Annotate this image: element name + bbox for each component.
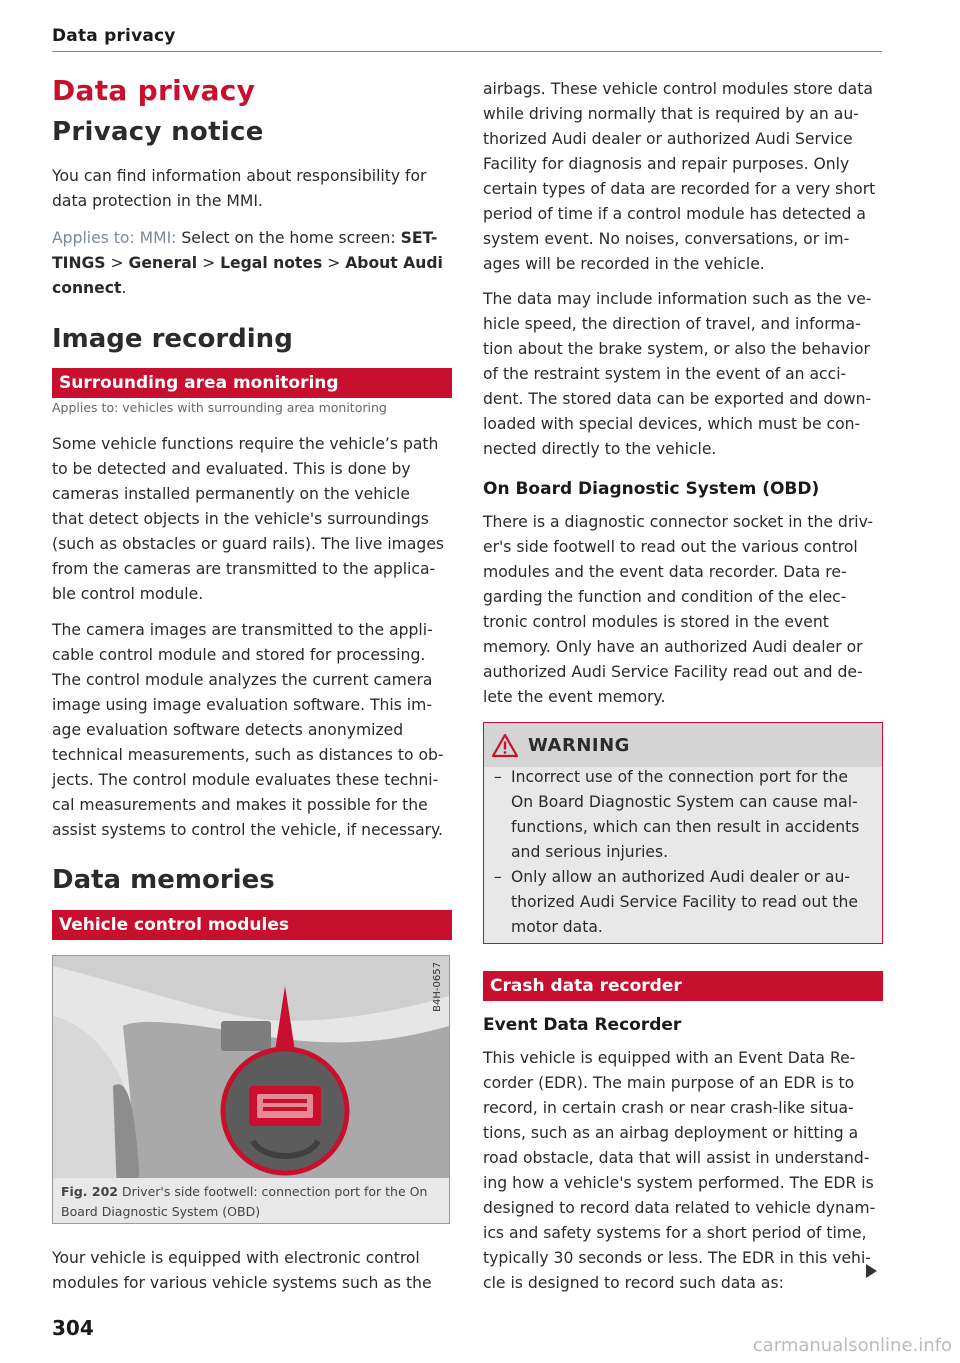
right-paragraph-3: There is a diagnostic connector socket in the driv- er's side footwell to read out the various control modules and the event data recorder. Data re- garding the function and condition of the elec- tronic control modules is stored in the event memory. Only have an authorized Audi dealer or authorized Audi Service Facility read out and de- lete the event memory. [483,513,874,706]
figure-id: B4H-0657 [432,962,443,1012]
heading-event-data-recorder: Event Data Recorder [483,1015,682,1035]
bar-surrounding-area-monitoring: Surrounding area monitoring [52,368,452,398]
heading-image-recording: Image recording [52,324,293,354]
right-paragraph-4: This vehicle is equipped with an Event Data Re- corder (EDR). The main purpose of an EDR is to record, in certain crash or near crash-like situa- tions, such as an airbag deployment or hitting a road obstacle, data that will assist in understand- ing how a vehicle's system performed. The EDR is designed to record data related to vehicle dynam- ics and safety systems for a short period of time, typically 30 seconds or less. The EDR in this vehi- cle is designed to record such data as: [483,1049,876,1292]
header-rule [52,51,882,52]
heading-obd: On Board Diagnostic System (OBD) [483,479,820,499]
warning-box [483,722,883,944]
warning-item-2: – Only allow an authorized Audi dealer or au- thorized Audi Service Facility to read out the motor data. [494,868,858,936]
applies-to-mmi: Applies to: MMI: Select on the home screen: SET- TINGS > General > Legal notes > About Audi connect. [52,229,443,297]
applies-label: Applies to: MMI: [52,229,177,247]
warning-title: WARNING [528,734,630,756]
caption-box [52,1178,450,1224]
bar-crash-data-recorder: Crash data recorder [483,971,883,1001]
running-header: Data privacy [52,26,176,46]
applies-to-surround: Applies to: vehicles with surrounding area monitoring [52,400,387,415]
warning-header [484,723,882,767]
watermark: carmanualsonline.info [752,1335,952,1356]
surround-paragraph-1: Some vehicle functions require the vehicle’s path to be detected and evaluated. This is done by cameras installed permanently on the vehicle that detect objects in the vehicle's surroundings (such as obstacles or guard rails). The live images from the cameras are transmitted to the applica- ble control module. [52,435,445,603]
figure-caption: Fig. 202 Driver's side footwell: connection port for the On Board Diagnostic System (OBD) [61,1184,428,1219]
bar-vehicle-control-modules: Vehicle control modules [52,910,452,940]
warning-item-1: – Incorrect use of the connection port for the On Board Diagnostic System can cause mal- functions, which can then result in accidents and serious injuries. [494,768,860,861]
page-number: 304 [52,1316,94,1340]
heading-data-memories: Data memories [52,865,275,895]
right-paragraph-2: The data may include information such as the ve- hicle speed, the direction of travel, and informa- tion about the brake system, or also the behavior of the restraint system in the event of an acci- dent. The stored data can be exported and down- loaded with special devices, which must be con- nected directly to the vehicle. [483,290,872,458]
privacy-paragraph: You can find information about responsibility for data protection in the MMI. [52,167,427,210]
warning-triangle-icon [492,734,518,757]
bottom-paragraph: Your vehicle is equipped with electronic control modules for various vehicle systems such as the [52,1249,432,1292]
section-title-data-privacy: Data privacy [52,74,256,107]
surround-paragraph-2: The camera images are transmitted to the appli- cable control module and stored for processing. The control module analyzes the current camera image using image evaluation software. This im- age evaluation software detects anonymized technical measurements, such as distances to ob- jects. The control module evaluates these techni- cal measurements and makes it possible for the assist systems to control the vehicle, if necessary. [52,621,444,839]
right-paragraph-1: airbags. These vehicle control modules store data while driving normally that is required by an au- thorized Audi dealer or authorized Audi Service Facility for diagnosis and repair purposes. Only certain types of data are recorded for a very short period of time if a control module has detected a system event. No noises, conversations, or im- ages will be recorded in the vehicle. [483,80,876,273]
continue-arrow-icon [866,1264,877,1278]
heading-privacy-notice: Privacy notice [52,117,264,147]
